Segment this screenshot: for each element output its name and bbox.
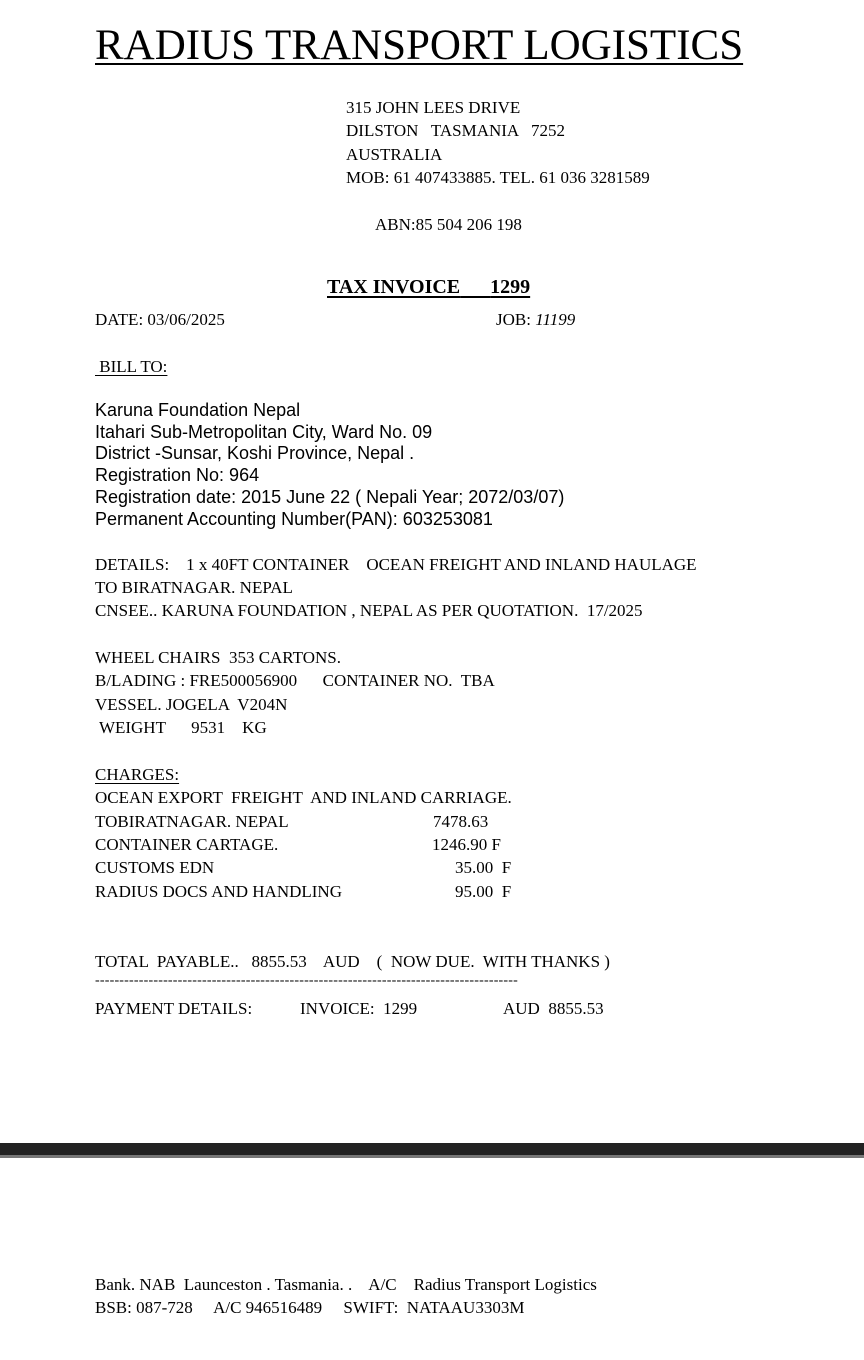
payment-amount: AUD 8855.53 xyxy=(503,999,604,1018)
job-number: 11199 xyxy=(535,310,576,329)
bill-to-line: Registration date: 2015 June 22 ( Nepali Year; 2072/03/07) xyxy=(95,487,565,507)
charge-label: CUSTOMS EDN xyxy=(95,858,215,877)
charges-intro: OCEAN EXPORT FREIGHT AND INLAND CARRIAGE. xyxy=(95,788,512,807)
abn: ABN:85 504 206 198 xyxy=(375,215,522,234)
bill-to-line: District -Sunsar, Koshi Province, Nepal . xyxy=(95,443,415,463)
invoice-number: 1299 xyxy=(490,276,531,298)
bank-line-1: Bank. NAB Launceston . Tasmania. . A/C Radius Transport Logistics xyxy=(95,1275,597,1294)
bank-line-2: BSB: 087-728 A/C 946516489 SWIFT: NATAAU3303M xyxy=(95,1298,525,1317)
date-row xyxy=(95,308,225,331)
charge-amount: 35.00 F xyxy=(455,858,512,877)
details-line: DETAILS: 1 x 40FT CONTAINER OCEAN FREIGHT AND INLAND HAULAGE xyxy=(95,555,697,574)
total-payable: TOTAL PAYABLE.. 8855.53 AUD ( NOW DUE. WITH THANKS ) xyxy=(95,952,610,971)
cargo-line: WEIGHT 9531 KG xyxy=(95,718,267,737)
invoice-heading xyxy=(319,258,530,299)
details-line: TO BIRATNAGAR. NEPAL xyxy=(95,578,293,597)
charge-amount: 95.00 F xyxy=(455,882,512,901)
charge-label: TOBIRATNAGAR. NEPAL xyxy=(95,812,289,831)
page-divider xyxy=(0,1143,864,1155)
bill-to-line: Itahari Sub-Metropolitan City, Ward No. 09 xyxy=(95,422,433,442)
charge-amount: 7478.63 xyxy=(433,812,489,831)
contact-line: MOB: 61 407433885. TEL. 61 036 3281589 xyxy=(346,168,650,187)
bill-to-line: Karuna Foundation Nepal xyxy=(95,400,301,420)
company-name: RADIUS TRANSPORT LOGISTICS xyxy=(95,22,744,69)
charges-heading: CHARGES: xyxy=(95,765,180,784)
invoice-date: 03/06/2025 xyxy=(147,310,225,329)
invoice-title: TAX INVOICE xyxy=(327,276,461,298)
details-line: CNSEE.. KARUNA FOUNDATION , NEPAL AS PER QUOTATION. 17/2025 xyxy=(95,601,643,620)
date-label: DATE: xyxy=(95,310,148,329)
separator-line: --------------------------------------------------------------------------------------- xyxy=(95,973,519,988)
bill-to-line: Registration No: 964 xyxy=(95,465,260,485)
page-divider-shadow xyxy=(0,1155,864,1158)
job-label: JOB: xyxy=(496,310,536,329)
bill-to-heading: BILL TO: xyxy=(95,357,168,376)
charge-label: CONTAINER CARTAGE. xyxy=(95,835,279,854)
charge-label: RADIUS DOCS AND HANDLING xyxy=(95,882,342,901)
payment-invoice: INVOICE: 1299 xyxy=(300,999,418,1018)
cargo-line: VESSEL. JOGELA V204N xyxy=(95,695,288,714)
address-line-3: AUSTRALIA xyxy=(346,145,443,164)
payment-label: PAYMENT DETAILS: xyxy=(95,999,253,1018)
cargo-line: B/LADING : FRE500056900 CONTAINER NO. TBA xyxy=(95,671,495,690)
address-line-2: DILSTON TASMANIA 7252 xyxy=(346,121,566,140)
cargo-line: WHEEL CHAIRS 353 CARTONS. xyxy=(95,648,341,667)
bill-to-line: Permanent Accounting Number(PAN): 603253081 xyxy=(95,509,493,529)
charge-amount: 1246.90 F xyxy=(432,835,501,854)
job-row xyxy=(496,308,575,331)
address-line-1: 315 JOHN LEES DRIVE xyxy=(346,98,521,117)
